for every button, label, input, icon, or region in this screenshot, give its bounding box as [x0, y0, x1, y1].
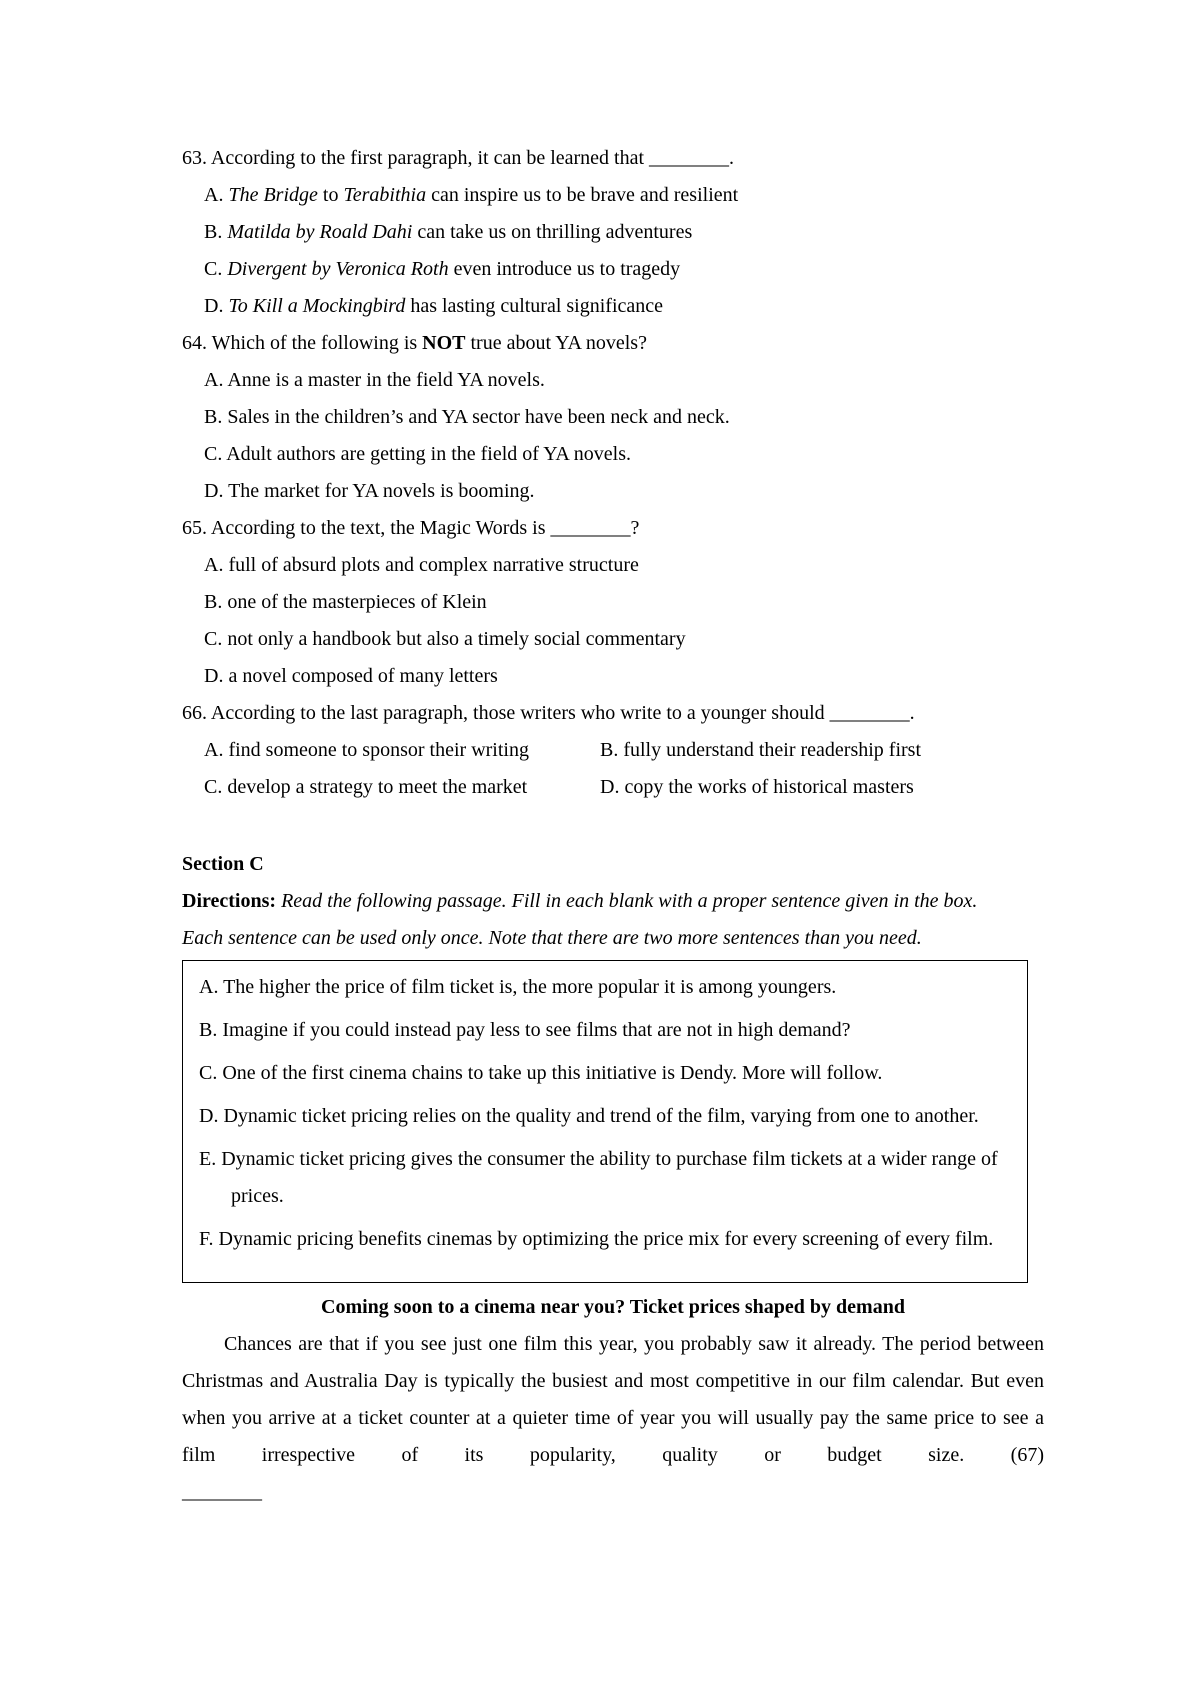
q64-option-b: B. Sales in the children’s and YA sector have been neck and neck.: [204, 406, 730, 428]
q66-options-row-1: [182, 732, 1044, 769]
spacer: [182, 806, 1044, 846]
q65-option-d: D. a novel composed of many letters: [204, 665, 498, 687]
sentence-box: [182, 960, 1028, 1283]
box-sentence-c: C. One of the first cinema chains to take up this initiative is Dendy. More will follow.: [199, 1062, 883, 1084]
q65-option-a: A. full of absurd plots and complex narrative structure: [204, 554, 639, 576]
q64-option-c: C. Adult authors are getting in the field of YA novels.: [204, 443, 631, 465]
q66-option-c: C. develop a strategy to meet the market: [204, 776, 528, 798]
q65-stem: 65. According to the text, the Magic Words is ________?: [182, 517, 640, 539]
q65-option-b: B. one of the masterpieces of Klein: [204, 591, 487, 613]
box-sentence-a: A. The higher the price of film ticket is, the more popular it is among youngers.: [199, 976, 837, 998]
q66-option-a: A. find someone to sponsor their writing: [204, 739, 529, 761]
q63-option-b: B. Matilda by Roald Dahi can take us on thrilling adventures: [204, 221, 693, 243]
q63-option-c: C. Divergent by Veronica Roth even introduce us to tragedy: [204, 258, 681, 280]
q66-options-row-2: [182, 769, 1044, 806]
q63-option-d: D. To Kill a Mockingbird has lasting cultural significance: [204, 295, 664, 317]
q66-stem: 66. According to the last paragraph, those writers who write to a younger should ________.: [182, 702, 915, 724]
q63-option-a: A. The Bridge to Terabithia can inspire us to be brave and resilient: [204, 184, 739, 206]
q64-stem: 64. Which of the following is NOT true about YA novels?: [182, 332, 647, 354]
box-sentence-f: F. Dynamic pricing benefits cinemas by optimizing the price mix for every screening of every film.: [199, 1228, 994, 1250]
directions-line-1: Directions: Read the following passage. Fill in each blank with a proper sentence given in the box.: [182, 890, 978, 912]
q64-option-a: A. Anne is a master in the field YA novels.: [204, 369, 545, 391]
box-sentence-d: D. Dynamic ticket pricing relies on the quality and trend of the film, varying from one to another.: [199, 1105, 979, 1127]
passage-paragraph: Chances are that if you see just one film this year, you probably saw it already. The period between Christmas and Australia Day is typically the busiest and most competitive in our film calendar. But even when you arrive at a ticket counter at a quieter time of year you will usually pay the same price to see a film irrespective of its popularity, quality or budget size. (67): [182, 1333, 1044, 1466]
q64-option-d: D. The market for YA novels is booming.: [204, 480, 535, 502]
box-sentence-b: B. Imagine if you could instead pay less to see films that are not in high demand?: [199, 1019, 851, 1041]
section-heading: Section C: [182, 853, 264, 875]
exam-page: [182, 140, 1044, 1511]
directions-line-2: Each sentence can be used only once. Note that there are two more sentences than you need.: [182, 927, 922, 949]
q65-option-c: C. not only a handbook but also a timely social commentary: [204, 628, 686, 650]
passage-title: Coming soon to a cinema near you? Ticket prices shaped by demand: [321, 1296, 905, 1318]
q66-option-d: D. copy the works of historical masters: [600, 776, 914, 798]
q63-stem: 63. According to the first paragraph, it can be learned that ________.: [182, 147, 735, 169]
q66-option-b: B. fully understand their readership first: [600, 739, 922, 761]
answer-blank-67: ________: [182, 1481, 262, 1503]
box-sentence-e: E. Dynamic ticket pricing gives the consumer the ability to purchase film tickets at a wider range of prices.: [199, 1148, 998, 1207]
